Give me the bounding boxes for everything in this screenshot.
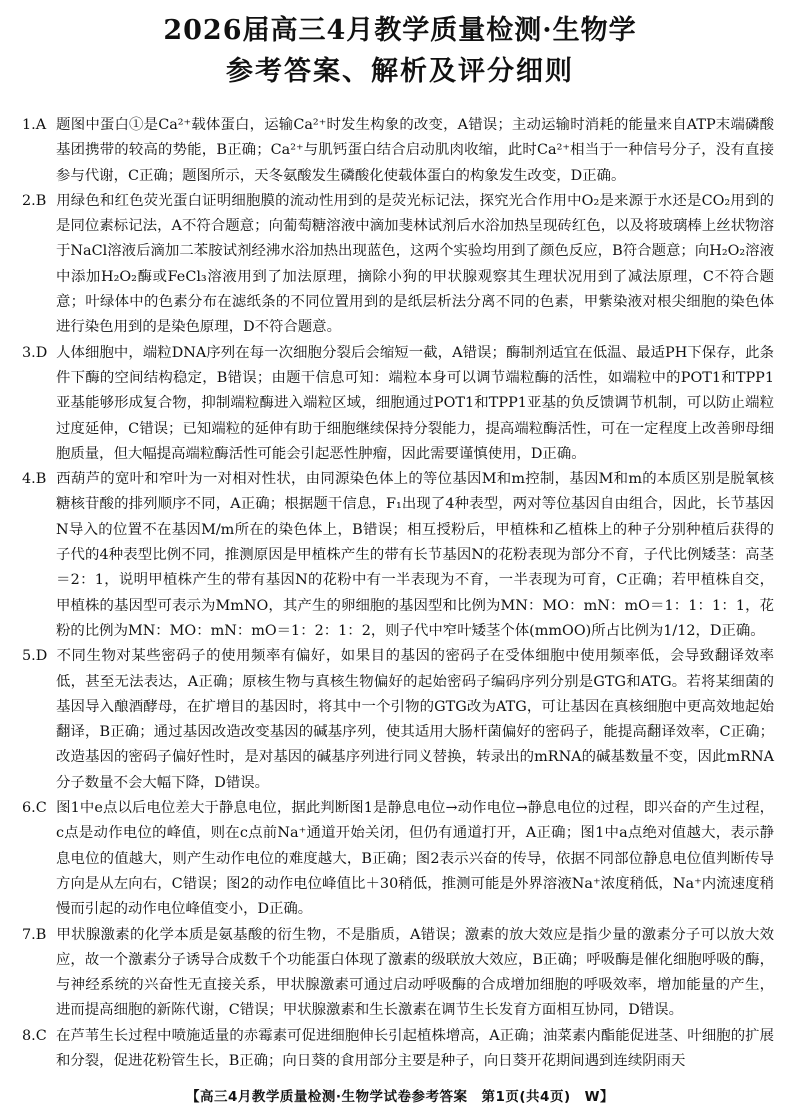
item-explanation: 在芦苇生长过程中喷施适量的赤霉素可促进细胞伸长引起植株增高，A正确；油菜素内酯能促进茎、叶细胞的扩展和分裂，促进花粉管生长，B正确；向日葵的食用部分主要是种子，向日葵开花期间遇到连续阴雨天: [56, 1027, 774, 1069]
answer-item-8: [22, 1024, 774, 1075]
answer-item-2: [22, 189, 774, 341]
answer-item-4: [22, 467, 774, 644]
item-answer: B: [35, 471, 47, 488]
item-explanation: 人体细胞中，端粒DNA序列在每一次细胞分裂后会缩短一截，A错误；酶制剂适宜在低温、最适PH下保存，此条件下酶的空间结构稳定，B错误；由题干信息可知：端粒本身可以调节端粒酶的活性，如端粒中的POT1和TPP1亚基能够形成复合物，抑制端粒酶进入端粒区域，细胞通过POT1和TPP1亚基的负反馈调节机制，可以防止端粒过度延伸，C错误；已知端粒的延伸有助于细胞继续保持分裂能力，提高端粒酶活性，可在一定程度上改善卵母细胞质量，但大幅提高端粒酶活性可能会引起恶性肿瘤，因此需要谨慎使用，D正确。: [56, 344, 774, 462]
answer-item-1: [22, 113, 774, 189]
answer-item-5: [22, 644, 774, 796]
item-explanation: 甲状腺激素的化学本质是氨基酸的衍生物，不是脂质，A错误；激素的放大效应是指少量的激素分子可以放大效应，故一个激素分子诱导合成数千个功能蛋白体现了激素的级联放大效应，B正确；呼吸酶是催化细胞呼吸的酶，与神经系统的兴奋性无直接关系，甲状腺激素可通过启动呼吸酶的合成增加细胞的呼吸效率，增加能量的产生，进而提高细胞的新陈代谢，C错误；甲状腺激素和生长激素在调节生长发育方面相互协同，D错误。: [56, 926, 774, 1019]
item-answer: A: [35, 117, 47, 133]
item-answer: D: [35, 344, 48, 361]
item-explanation: 图1中e点以后电位差大于静息电位，据此判断图1是静息电位→动作电位→静息电位的过程，即兴奋的产生过程，c点是动作电位的峰值，则在c点前Na⁺通道开始关闭，但仍有通道打开，A正确；图1中a点绝对值越大，表示静息电位的值越大，则产生动作电位的难度越大，B正确；图2表示兴奋的传导，依据不同部位静息电位值判断传导方向是从左向右，C错误；图2的动作电位峰值比＋30稍低，推测可能是外界溶液Na⁺浓度稍低，Na⁺内流速度稍慢而引起的动作电位峰值变小，D正确。: [56, 800, 774, 918]
item-number: 8.: [22, 1027, 36, 1044]
item-number: 1.: [22, 117, 36, 133]
item-number: 6.: [22, 800, 36, 817]
item-answer: C: [35, 800, 47, 817]
item-number: 5.: [22, 648, 36, 665]
item-explanation: 题图中蛋白①是Ca²⁺载体蛋白，运输Ca²⁺时发生构象的改变，A错误；主动运输时消耗的能量来自ATP末端磷酸基团携带的较高的势能，B正确；Ca²⁺与肌钙蛋白结合启动肌肉收缩，此时Ca²⁺相当于一种信号分子，没有直接参与代谢，C正确；题图所示，天冬氨酸发生磷酸化使载体蛋白的构象发生改变，D正确。: [56, 117, 774, 184]
item-explanation: 不同生物对某些密码子的使用频率有偏好，如果目的基因的密码子在受体细胞中使用频率低，会导致翻译效率低，甚至无法表达，A正确；原核生物与真核生物偏好的起始密码子编码序列分别是GTG和ATG。若将某细菌的基因导入酿酒酵母，在扩增目的基因时，将其中一个引物的GTG改为ATG，可让基因在真核细胞中更高效地起始翻译，B正确；通过基因改造改变基因的碱基序列，使其适用大肠杆菌偏好的密码子，能提高翻译效率，C正确；改造基因的密码子偏好性时，是对基因的碱基序列进行同义替换，转录出的mRNA的碱基数量不变，因此mRNA分子数量不会大幅下降，D错误。: [56, 648, 774, 791]
item-explanation: 用绿色和红色荧光蛋白证明细胞膜的流动性用到的是荧光标记法，探究光合作用中O₂是来源于水还是CO₂用到的是同位素标记法，A不符合题意；向葡萄糖溶液中滴加斐林试剂后水浴加热呈现砖红色，以及将玻璃棒上丝状物溶于NaCl溶液后滴加二苯胺试剂经沸水浴加热出现蓝色，这两个实验均用到了颜色反应，B符合题意；向H₂O₂溶液中添加H₂O₂酶或FeCl₃溶液用到了加法原理，摘除小狗的甲状腺观察其生理状况用到了减法原理，C不符合题意；叶绿体中的色素分布在滤纸条的不同位置用到的是纸层析法分离不同的色素，甲紫染液对根尖细胞的染色体进行染色用到的是染色原理，D不符合题意。: [56, 192, 774, 336]
item-number: 2.: [22, 192, 36, 209]
item-answer: D: [35, 648, 48, 665]
title-line-2: 参考答案、解析及评分细则: [226, 56, 574, 87]
item-number: 4.: [22, 471, 36, 488]
item-explanation: 西葫芦的宽叶和窄叶为一对相对性状，由同源染色体上的等位基因M和m控制，基因M和m的本质区别是脱氧核糖核苷酸的排列顺序不同，A正确；根据题干信息，F₁出现了4种表型，两对等位基因自由组合，因此，长节基因N导入的位置不在基因M/m所在的染色体上，B错误；相互授粉后，甲植株和乙植株上的种子分别种植后获得的子代的4种表型比例不同，推测原因是甲植株产生的带有长节基因N的花粉表现为部分不育，子代比例矮茎：高茎＝2：1，说明甲植株产生的带有基因N的花粉中有一半表现为不育，一半表现为可育，C正确；若甲植株自交，甲植株的基因型可表示为MmNO，其产生的卵细胞的基因型和比例为MN：MO：mN：mO＝1：1：1：1，花粉的比例为MN：MO：mN：mO＝1：2：1：2，则子代中窄叶矮茎个体(mmOO)所占比例为1/12，D正确。: [56, 471, 774, 639]
item-answer: B: [35, 192, 47, 209]
answer-item-7: [22, 923, 774, 1024]
item-answer: B: [35, 926, 47, 943]
page-footer: 【高三4月教学质量检测·生物学试卷参考答案 第1页(共4页) W】: [185, 1089, 615, 1105]
answer-item-6: [22, 796, 774, 922]
title-line-1: 2026届高三4月教学质量检测·生物学: [163, 15, 637, 46]
item-number: 7.: [22, 926, 36, 943]
answer-list: [22, 113, 774, 1074]
item-answer: C: [35, 1027, 47, 1044]
page-header: [0, 0, 800, 92]
item-number: 3.: [22, 344, 36, 361]
answer-item-3: [22, 341, 774, 467]
